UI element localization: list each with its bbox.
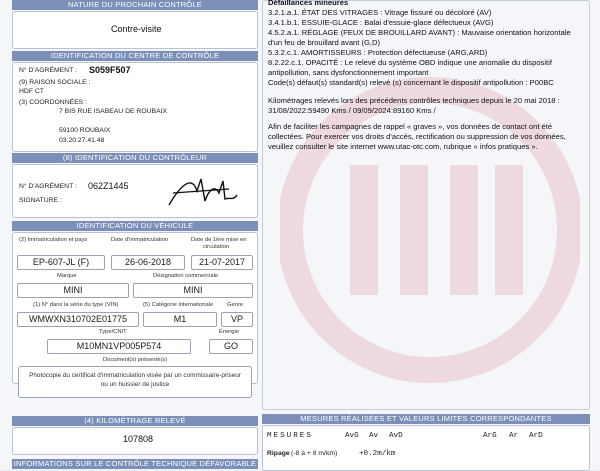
ripage-label: Ripage [267,450,290,457]
centre-agrement-value: S059F507 [89,65,131,75]
designation-field: MINI [133,283,253,298]
mesures-title: MESURES RÉALISÉES ET VALEURS LIMITES CORRESPONDANTES [262,414,590,424]
genre-field: VP [221,312,253,327]
km-history-line2: 31/08/2022:59490 Kms / 09/09/2024:89160 Kms / [268,106,436,115]
defaillance-line-2: 3.4.1.b.1. ESSUIE-GLACE : Balai d'essuie-glace défectueux (AVG) [268,18,494,27]
km-history-line1: Kilométrages relevés lors des précédents contrôles techniques depuis le 20 mai 2018 : [268,96,560,105]
ripage-range: (-8 à + 8 m/km) [291,450,338,457]
defaillance-line-7: antipollution, sans dysfonctionnement important [268,68,429,77]
col-ar: Ar [509,432,519,440]
controleur-title: (8) IDENTIFICATION DU CONTRÔLEUR [12,153,258,163]
centre-title: IDENTIFICATION DU CENTRE DE CONTRÔLE [12,51,258,61]
genre-caption: Genre [227,302,244,308]
raison-sociale-label: (9) RAISON SOCIALE : [19,79,91,86]
defaillances-title: Défaillances mineures [268,0,349,7]
date-immat-caption: Date d'immatriculation [111,237,169,243]
marque-caption: Marque [57,273,77,279]
controleur-agrement-value: 062Z1445 [88,181,129,191]
col-avg: AvG [345,432,359,440]
designation-caption: Désignation commerciale [153,273,219,279]
signature-image [163,171,243,213]
date-immat-field: 26-06-2018 [111,255,185,270]
kilometrage-title: (4) KILOMÉTRAGE RELEVÉ [12,416,258,426]
kilometrage-value: 107808 [123,434,154,444]
col-arg: ArG [483,432,497,440]
vin-field: WMWXN310702E01775 [17,312,139,327]
date-1ere-caption-1: Date de 1ère mise en [191,237,247,243]
defaillance-line-6: 8.2.22.c.1. OPACITÉ : Le relevé du système OBD indique une anomalie du dispositif [268,58,552,67]
mesures-box [262,425,590,471]
documents-box [18,366,252,398]
defaillance-line-3: 4.5.2.a.1. RÉGLAGE (FEUX DE BROUILLARD AVANT) : Mauvaise orientation horizontale [268,28,571,37]
col-ard: ArD [529,432,543,440]
energie-caption: Énergie [219,329,239,335]
immat-caption: (2) Immatriculation et pays [19,237,88,243]
prochain-controle-value: Contre-visite [111,24,162,34]
rappel-line2: collectées. Pour exercer vos droits d'accès, rectification ou suppression de vos données, [268,132,566,141]
centre-agrement-label: N° D'AGRÉMENT : [19,67,77,74]
vin-caption: (1) N° dans la série du type (VIN) [33,302,119,308]
signature-label: SIGNATURE : [19,197,62,204]
ripage-value: +0.2m/km [359,450,396,458]
rappel-line1: Afin de faciliter les campagnes de rappel « graves », vos données de contact ont été [268,122,553,131]
marque-field: MINI [17,283,129,298]
controle-defavorable-title: INFORMATIONS SUR LE CONTRÔLE TECHNIQUE DÉFAVORABLE [13,459,257,468]
mesures-label: MESURES [267,432,313,440]
categorie-caption: (5) Catégorie internationale [143,302,214,308]
type-field: M10MN1VP005P574 [47,339,191,354]
defaillance-line-8: Code(s) défaut(s) standard(s) relevé (s) concernant le dispositif antipollution : P00BC [268,78,554,87]
col-avd: AvD [389,432,403,440]
centre-address-line1: 7 BIS RUE ISABEAU DE ROUBAIX [59,108,168,115]
col-av: Av [369,432,379,440]
centre-phone: 03.20.27.41.48 [59,137,105,144]
controleur-agrement-label: N° D'AGRÉMENT : [19,183,77,190]
energie-field: GO [209,339,253,354]
type-caption: Type/CNIT [99,329,127,335]
immat-field: EP-607-JL (F) [17,255,105,270]
centre-address-line2: 59100 ROUBAIX [59,127,111,134]
centre-box [12,62,258,152]
categorie-field: M1 [143,312,217,327]
vehicule-title: IDENTIFICATION DU VÉHICULE [12,221,258,231]
kilometrage-box [12,427,258,455]
prochain-controle-title: NATURE DU PROCHAIN CONTRÔLE [12,0,258,10]
prochain-controle-box [12,11,258,49]
documents-line2: ou un huissier de justice [100,381,170,388]
documents-line1: Photocopie du certificat d'immatriculation visée par un commissaire-priseur [29,372,241,379]
raison-sociale-value: HDF CT [19,88,44,95]
date-1ere-field: 21-07-2017 [191,255,253,270]
defaillance-line-5: 5.3.2.c.1. AMORTISSEURS : Protection défectueuse (ARG,ARD) [268,48,488,57]
rappel-line3: veuillez consulter le site internet www.utac-otc.com, rubrique « infos pratiques ». [268,142,538,151]
vehicule-box [12,232,258,384]
controleur-box [12,164,258,218]
documents-caption: Document(s) présenté(s) [103,357,168,363]
coordonnees-label: (3) COORDONNÉES : [19,99,87,106]
date-1ere-caption-2: circulation [203,244,230,250]
defaillance-line-4: d'un feu de brouillard avant (G,D) [268,38,381,47]
defaillance-line-1: 3.2.1.a.1. ÉTAT DES VITRAGES : Vitrage fissuré ou décoloré (AV) [268,8,492,17]
